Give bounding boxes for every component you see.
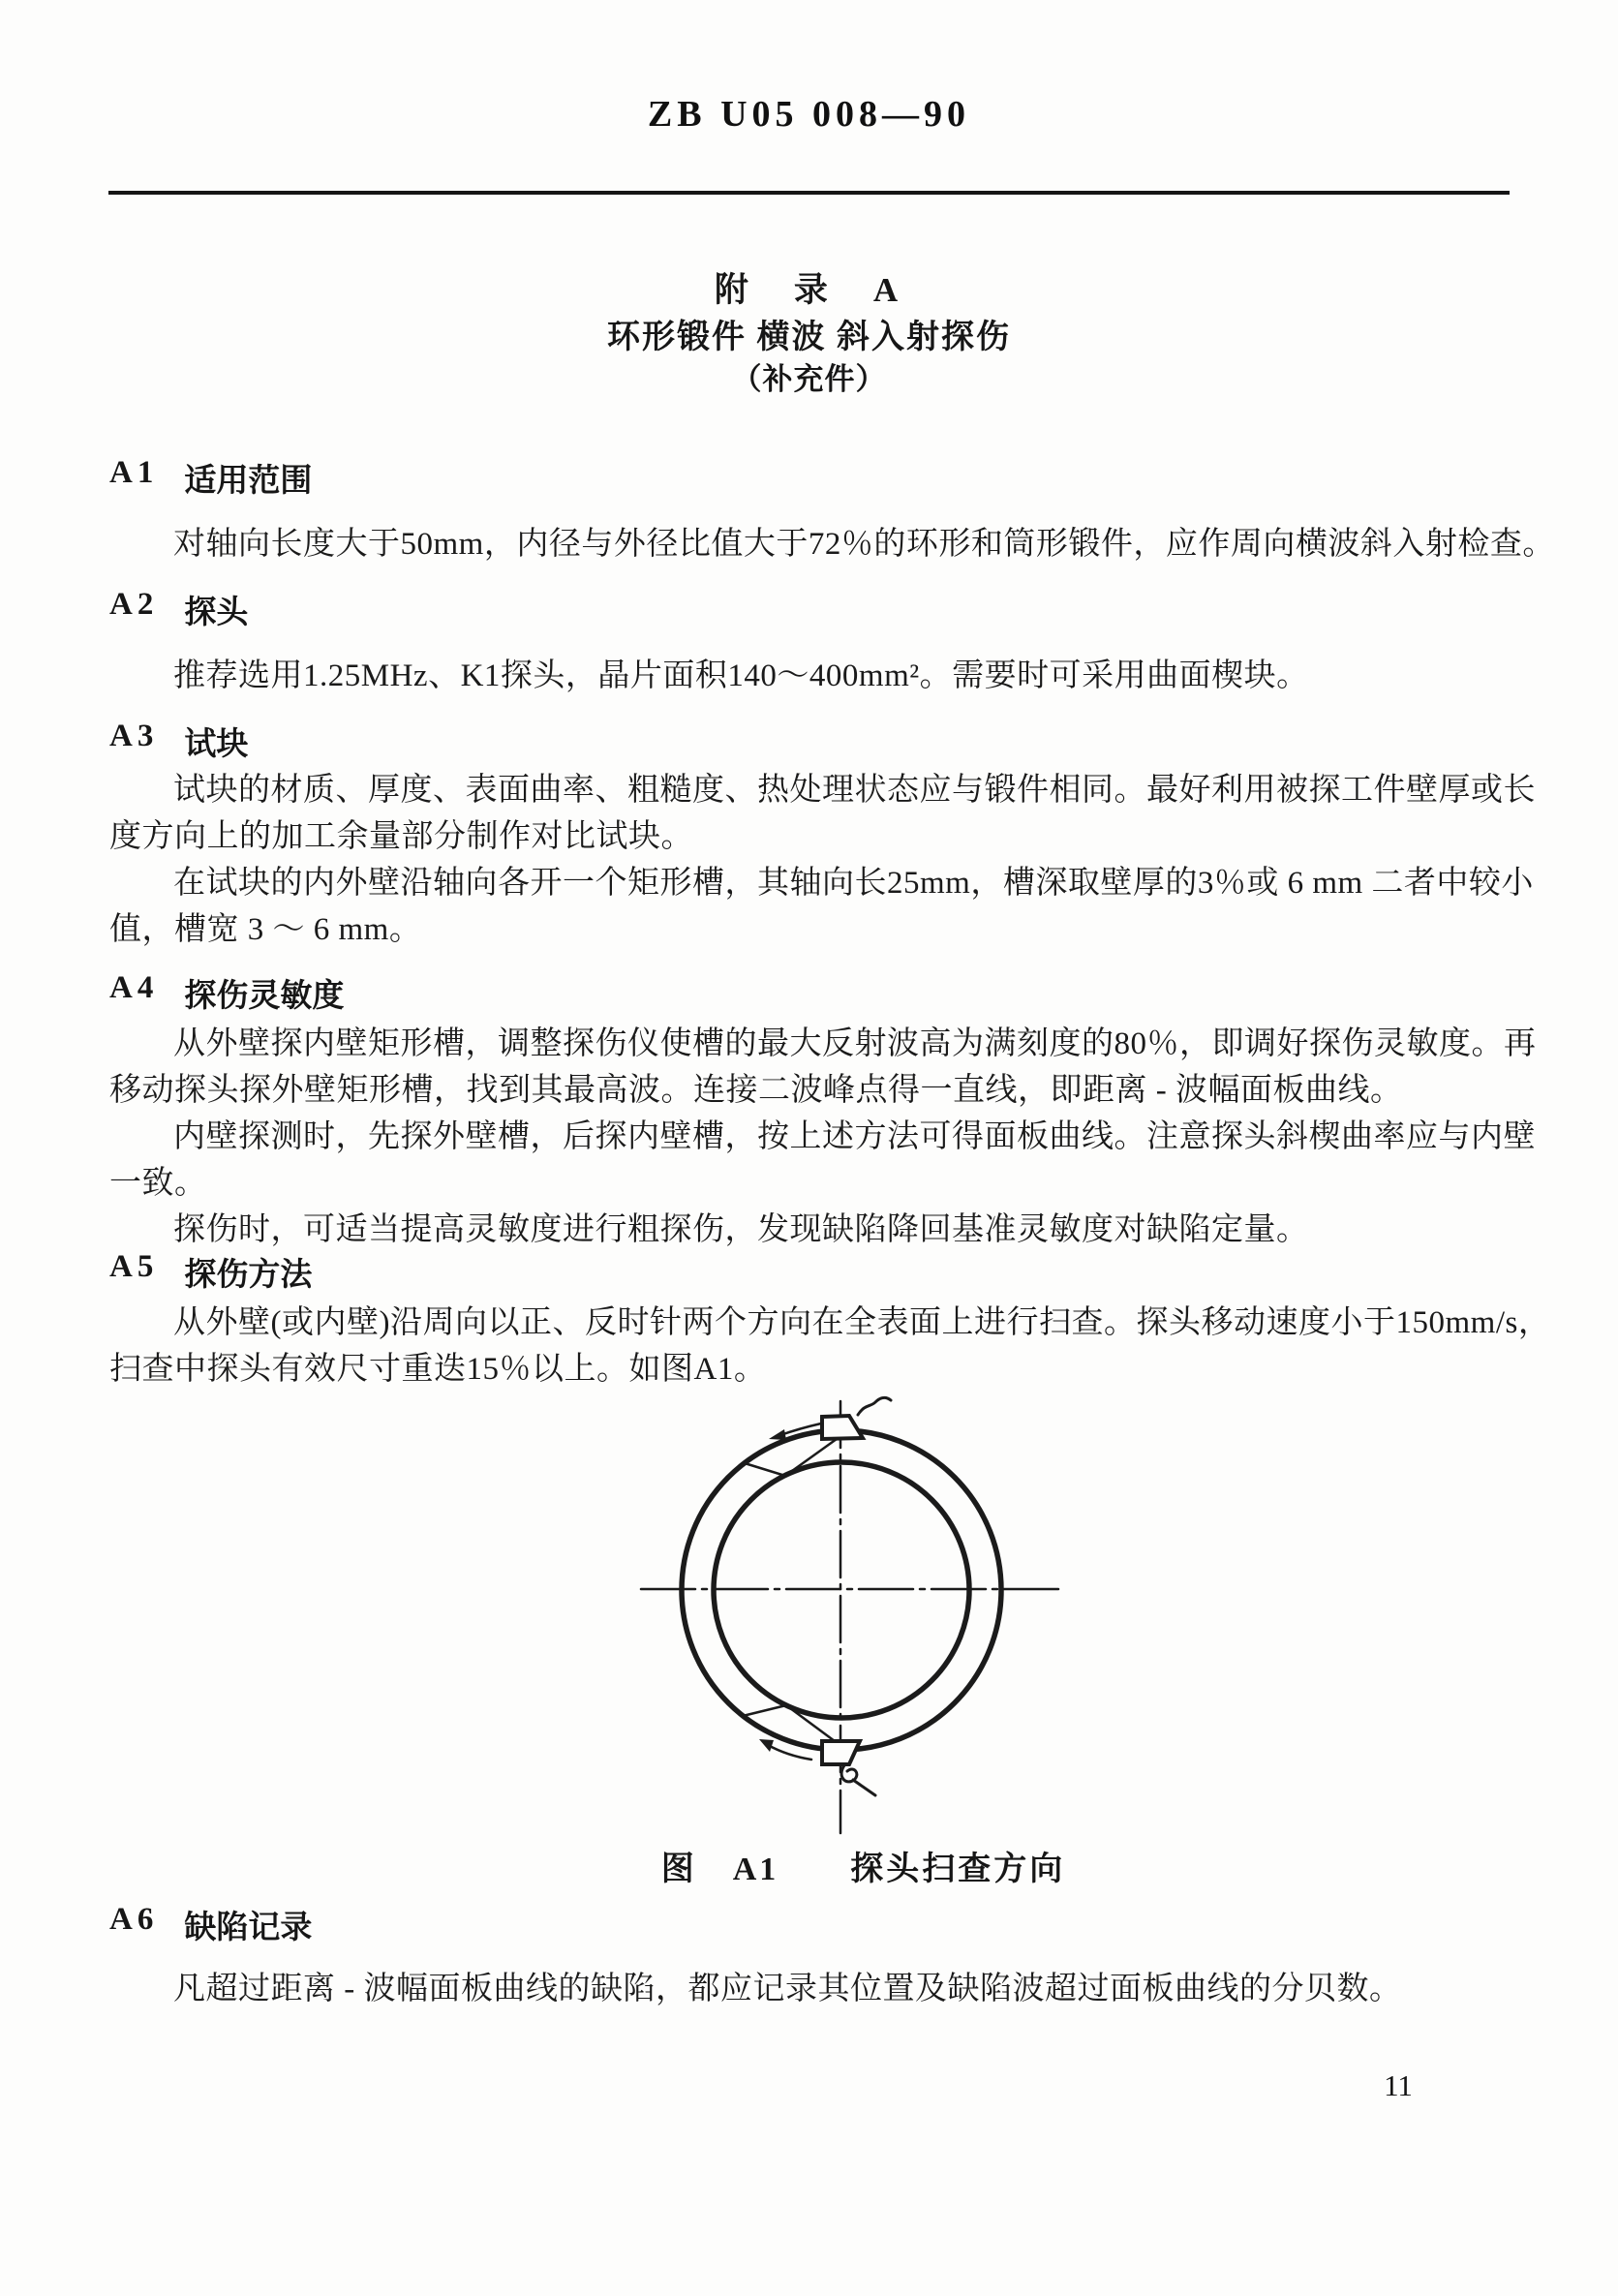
body-line: 一致。 — [109, 1166, 207, 1201]
body-line: 从外壁探内壁矩形槽，调整探伤仪使槽的最大反射波高为满刻度的80％，即调好探伤灵敏度。再 — [173, 1026, 1537, 1061]
body-line: 值，槽宽 3 ～ 6 mm。 — [109, 912, 422, 947]
section-title: 探头 — [184, 596, 249, 630]
section-title: 适用范围 — [184, 464, 313, 499]
section-heading-a6 — [109, 1902, 312, 1947]
supplement-note: （补充件） — [731, 362, 887, 396]
body-line: 探伤时，可适当提高灵敏度进行粗探伤，发现缺陷降回基准灵敏度对缺陷定量。 — [173, 1212, 1309, 1247]
section-title: 探伤灵敏度 — [184, 979, 345, 1014]
appendix-title: 附 录 A — [714, 271, 904, 309]
top-probe — [822, 1416, 863, 1439]
section-title: 探伤方法 — [184, 1258, 313, 1293]
body-line: 对轴向长度大于50mm，内径与外径比值大于72％的环形和筒形锻件，应作周向横波斜入射检查。 — [173, 527, 1555, 562]
body-line: 试块的材质、厚度、表面曲率、粗糙度、热处理状态应与锻件相同。最好利用被探工件壁厚或长 — [173, 773, 1536, 808]
appendix-subtitle: 环形锻件 横波 斜入射探伤 — [607, 320, 1011, 355]
body-line: 内壁探测时，先探外壁槽，后探内壁槽，按上述方法可得面板曲线。注意探头斜楔曲率应与内壁 — [173, 1119, 1536, 1154]
section-title: 试块 — [184, 727, 249, 762]
bottom-cable-squiggle — [841, 1765, 875, 1795]
body-line: 从外壁(或内壁)沿周向以正、反时针两个方向在全表面上进行扫查。探头移动速度小于150mm/s， — [173, 1305, 1551, 1340]
top-cable-squiggle — [858, 1397, 891, 1415]
section-id: A5 — [109, 1249, 159, 1284]
body-line: 推荐选用1.25MHz、K1探头，晶片面积140～400mm²。需要时可采用曲面楔块。 — [173, 658, 1309, 693]
section-id: A6 — [109, 1902, 159, 1937]
section-id: A2 — [109, 587, 159, 622]
top-scan-arrowhead — [769, 1429, 786, 1440]
body-line: 扫查中探头有效尺寸重迭15％以上。如图A1。 — [109, 1352, 767, 1387]
section-id: A3 — [109, 719, 159, 753]
bottom-scan-arrowhead — [759, 1739, 774, 1752]
body-line: 度方向上的加工余量部分制作对比试块。 — [109, 819, 693, 854]
bottom-probe — [822, 1741, 860, 1764]
doc-code: ZB U05 008—90 — [647, 94, 971, 135]
figure-caption: 图 A1 探头扫查方向 — [660, 1852, 1066, 1887]
page-number: 11 — [1384, 2068, 1413, 2102]
body-line: 在试块的内外壁沿轴向各开一个矩形槽，其轴向长25mm，槽深取壁厚的3％或 6 mm 二者中较小 — [173, 866, 1534, 901]
section-title: 缺陷记录 — [184, 1911, 313, 1945]
body-line: 凡超过距离 - 波幅面板曲线的缺陷，都应记录其位置及缺陷波超过面板曲线的分贝数。 — [173, 1972, 1402, 2006]
section-id: A4 — [109, 970, 159, 1005]
section-id: A1 — [109, 455, 159, 490]
body-line: 移动探头探外壁矩形槽，找到其最高波。连接二波峰点得一直线，即距离 - 波幅面板曲线。 — [109, 1073, 1403, 1108]
